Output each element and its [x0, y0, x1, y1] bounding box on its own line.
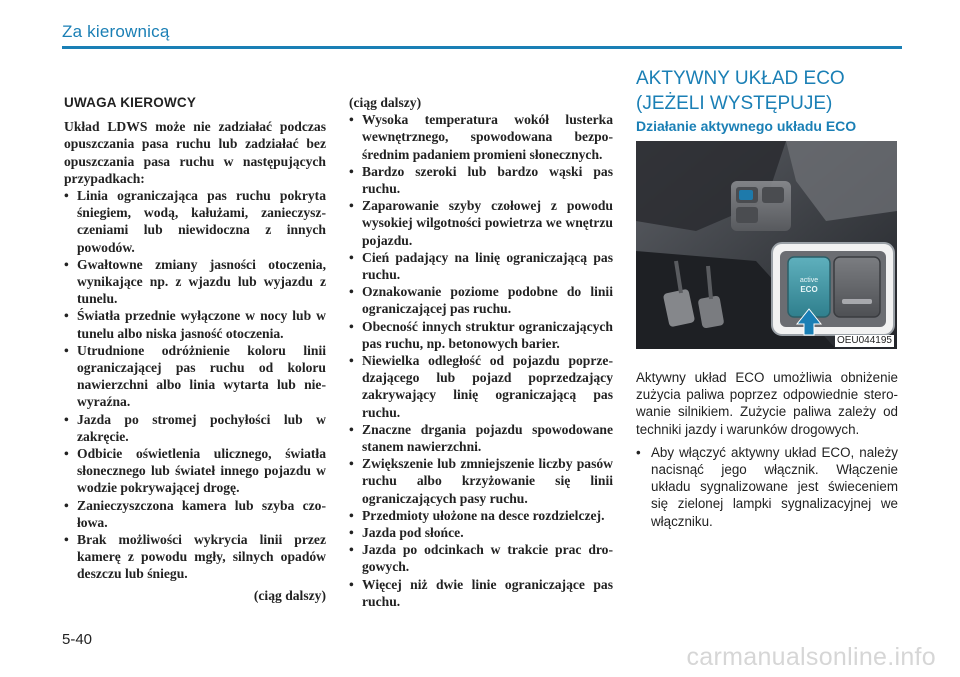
caution-item: • Niewielka odległość od pojazdu poprzedzającego lub pojazd poprzedzający zakrywający linię ograniczającą pas ruchu.	[349, 352, 613, 421]
caution-item: • Brak możliwości wykrycia linii przez kamerę z powodu mgły, silnych opadów deszczu lub śniegu.	[64, 531, 326, 583]
caution-item: • Zaparowanie szyby czołowej z powodu wysokiej wilgotności powietrza we wnętrzu pojazdu.	[349, 197, 613, 249]
eco-description	[636, 369, 898, 530]
caution-item: • Jazda po stromej pochyłości lub w zakręcie.	[64, 411, 326, 445]
eco-paragraph: Aktywny układ ECO umożliwia obniżenie zużycia paliwa poprzez odpowiednie sterowanie silnikiem. Zużycie paliwa zależy od techniki jazdy i warunków drogowych.	[636, 370, 898, 437]
eco-button-label-line1: active	[799, 277, 819, 284]
caution-item: • Zwiększenie lub zmniejszenie liczby pasów ruchu albo krzyżowanie się linii ograniczających pasy ruchu.	[349, 455, 613, 507]
image-code: OEU044195	[836, 335, 892, 346]
caution-item: • Obecność innych struktur ograniczających pas ruchu, np. betonowych barier.	[349, 318, 613, 352]
eco-button-label-line2: ECO	[800, 285, 818, 294]
eco-button-label	[788, 276, 830, 294]
continuation-list	[349, 111, 613, 610]
section-title-line1: AKTYWNY UKŁAD ECO	[636, 68, 845, 89]
watermark: carmanualsonline.info	[686, 643, 936, 671]
caution-item: • Wysoka temperatura wokół lusterka wewnętrznego, spowodowana bezpośrednim padaniem promieni słonecznych.	[349, 111, 613, 163]
caution-item: • Linia ograniczająca pas ruchu pokryta śniegiem, wodą, kałużami, zanieczyszczeniami lub niewidoczna z innych powodów.	[64, 187, 326, 256]
caution-item: • Oznakowanie poziome podobne do linii ograniczającej pas ruchu.	[349, 283, 613, 317]
caution-item: • Gwałtowne zmiany jasności otoczenia, wynikające np. z wjazdu lub wyjazdu z tunelu.	[64, 256, 326, 308]
caution-item: • Światła przednie wyłączone w nocy lub w tunelu albo niska jasność otoczenia.	[64, 307, 326, 341]
header-rule	[62, 46, 902, 49]
section-header: Za kierownicą	[62, 22, 170, 41]
dashboard-illustration	[636, 141, 897, 349]
subsection-title: Działanie aktywnego układu ECO	[636, 118, 857, 134]
eco-switch-photo	[636, 141, 897, 349]
caution-item: • Zanieczyszczona kamera lub szyba czołowa.	[64, 497, 326, 531]
eco-list	[636, 444, 898, 530]
caution-intro: Układ LDWS może nie zadziałać podczas opuszczania pasa ruchu lub zadziałać bez opuszczania pasa ruchu w następujących przypadkach:	[64, 119, 326, 186]
caution-item: • Utrudnione odróżnienie koloru linii ograniczającej pas ruchu od koloru nawierzchni albo linia wytarta lub niewyraźna.	[64, 342, 326, 411]
caution-list	[64, 187, 326, 583]
caution-item: • Przedmioty ułożone na desce rozdzielczej.	[349, 507, 613, 524]
caution-item: • Więcej niż dwie linie ograniczające pas ruchu.	[349, 576, 613, 610]
caution-item: • Cień padający na linię ograniczającą pas ruchu.	[349, 249, 613, 283]
caution-item: • Jazda pod słońce.	[349, 524, 613, 541]
continuation-column	[349, 94, 613, 610]
section-title	[636, 66, 906, 116]
page-number: 5-40	[62, 631, 93, 648]
caution-item: • Jazda po odcinkach w trakcie prac drogowych.	[349, 541, 613, 575]
continued-heading: (ciąg dalszy)	[349, 95, 422, 110]
continued-note: (ciąg dalszy)	[253, 587, 326, 603]
caution-item: • Znaczne drgania pojazdu spowodowane stanem nawierzchni.	[349, 421, 613, 455]
caution-item: • Bardzo szeroki lub bardzo wąski pas ruchu.	[349, 163, 613, 197]
section-title-line2: (JEŻELI WYSTĘPUJE)	[636, 93, 833, 114]
caution-item: • Odbicie oświetlenia ulicznego, światła słonecznego lub świateł innego pojazdu w wodzie pokrywającej drogę.	[64, 445, 326, 497]
caution-title: UWAGA KIEROWCY	[64, 95, 197, 110]
eco-item: • Aby włączyć aktywny układ ECO, należy nacisnąć jego włącznik. Włączenie układu sygnalizowane jest świeceniem się zielonej lampki sygnalizacyjnej we włączniku.	[636, 444, 898, 530]
caution-column	[64, 94, 326, 604]
